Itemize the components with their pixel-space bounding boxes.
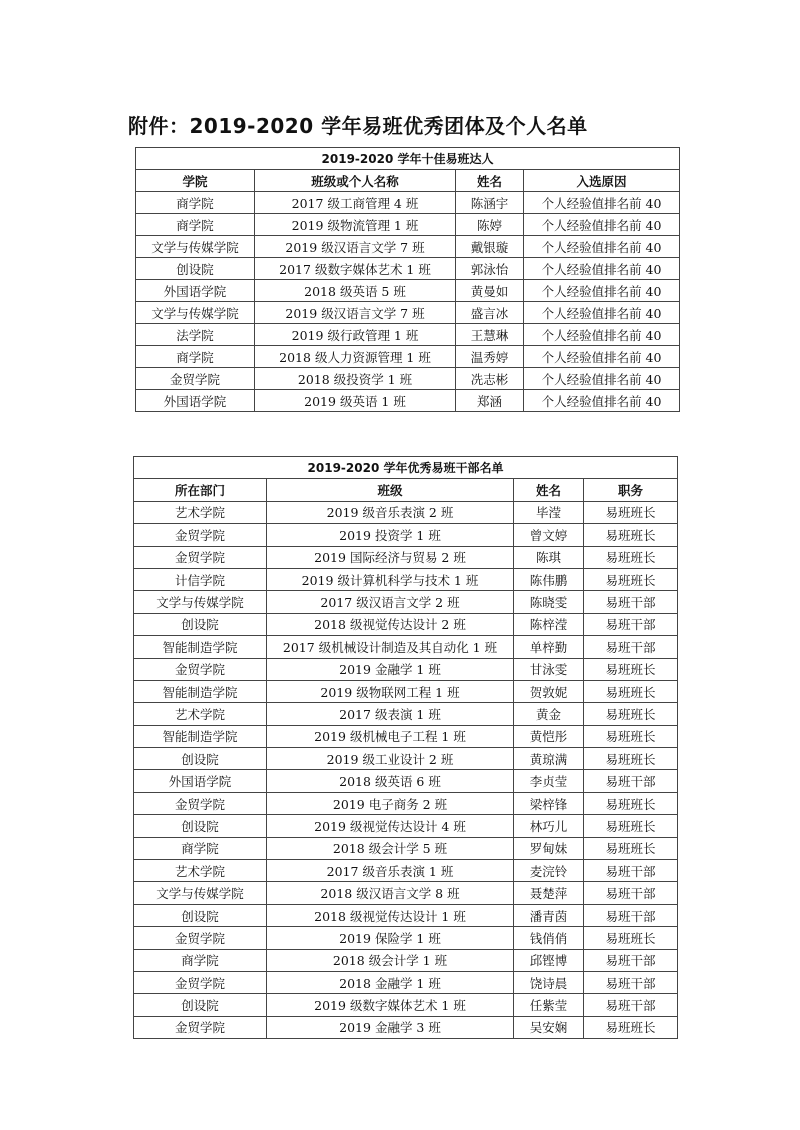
table-cell: 外国语学院 — [134, 770, 267, 792]
table-row — [134, 568, 678, 590]
table-row — [134, 501, 678, 523]
table-cell: 陈婷 — [456, 214, 524, 236]
table-cell: 2018 级人力资源管理 1 班 — [255, 346, 456, 368]
table-cell: 2019 保险学 1 班 — [267, 927, 514, 949]
table-cell: 2019 级音乐表演 2 班 — [267, 501, 514, 523]
table-cell: 林巧儿 — [514, 815, 584, 837]
table-cell: 金贸学院 — [134, 1016, 267, 1038]
table-cell: 2017 级机械设计制造及其自动化 1 班 — [267, 636, 514, 658]
table-cell: 2019 级计算机科学与技术 1 班 — [267, 568, 514, 590]
table-cell: 2019 金融学 1 班 — [267, 658, 514, 680]
table-row — [136, 236, 680, 258]
table-cell: 2018 级投资学 1 班 — [255, 368, 456, 390]
table-cell: 陈涵宇 — [456, 192, 524, 214]
table-cell: 外国语学院 — [136, 280, 255, 302]
table-cell: 易班干部 — [584, 904, 678, 926]
table-row — [136, 302, 680, 324]
table-cell: 易班班长 — [584, 546, 678, 568]
table-row — [134, 725, 678, 747]
table-cell: 2019 级物联网工程 1 班 — [267, 680, 514, 702]
table-cell: 金贸学院 — [134, 658, 267, 680]
table-cell: 2019 级视觉传达设计 4 班 — [267, 815, 514, 837]
table-row — [134, 636, 678, 658]
table-cell: 盛言冰 — [456, 302, 524, 324]
table-cell: 易班班长 — [584, 815, 678, 837]
table-cell: 易班干部 — [584, 949, 678, 971]
table-cell: 李贞莹 — [514, 770, 584, 792]
table-cell: 2018 级视觉传达设计 1 班 — [267, 904, 514, 926]
table-cell: 2019 电子商务 2 班 — [267, 792, 514, 814]
table-cell: 2019 国际经济与贸易 2 班 — [267, 546, 514, 568]
table-row — [134, 748, 678, 770]
table-row — [134, 994, 678, 1016]
table-cell: 2017 级工商管理 4 班 — [255, 192, 456, 214]
table-cell: 2017 级表演 1 班 — [267, 703, 514, 725]
table-cell: 文学与传媒学院 — [134, 591, 267, 613]
table-cell: 2019 级汉语言文学 7 班 — [255, 302, 456, 324]
table-row — [134, 1016, 678, 1038]
table-row — [136, 258, 680, 280]
table-row — [134, 971, 678, 993]
table-cell: 创设院 — [134, 904, 267, 926]
table-cell: 易班班长 — [584, 658, 678, 680]
table-cell: 易班干部 — [584, 994, 678, 1016]
table-cell: 毕滢 — [514, 501, 584, 523]
table-cell: 商学院 — [134, 949, 267, 971]
table-cell: 2019 级物流管理 1 班 — [255, 214, 456, 236]
table-cell: 外国语学院 — [136, 390, 255, 412]
table-cell: 温秀婷 — [456, 346, 524, 368]
table-cell: 易班班长 — [584, 501, 678, 523]
table-cell: 个人经验值排名前 40 — [524, 368, 680, 390]
table-cell: 2018 级英语 5 班 — [255, 280, 456, 302]
table-cell: 金贸学院 — [134, 546, 267, 568]
column-header-reason: 入选原因 — [524, 170, 680, 192]
column-header-class-or-name: 班级或个人名称 — [255, 170, 456, 192]
table-cell: 金贸学院 — [134, 792, 267, 814]
table-cell: 梁梓锋 — [514, 792, 584, 814]
table-cell: 易班干部 — [584, 591, 678, 613]
table-cell: 商学院 — [134, 837, 267, 859]
table-row — [134, 591, 678, 613]
table-cell: 个人经验值排名前 40 — [524, 302, 680, 324]
column-header-department: 所在部门 — [134, 479, 267, 501]
table-cell: 易班干部 — [584, 882, 678, 904]
table-cell: 黄琼满 — [514, 748, 584, 770]
table-cell: 钱俏俏 — [514, 927, 584, 949]
table-cell: 易班班长 — [584, 524, 678, 546]
table-cell: 2018 级汉语言文学 8 班 — [267, 882, 514, 904]
table-cell: 黄恺彤 — [514, 725, 584, 747]
table-row — [136, 214, 680, 236]
table-cell: 陈梓滢 — [514, 613, 584, 635]
table-row — [136, 346, 680, 368]
table-cell: 个人经验值排名前 40 — [524, 280, 680, 302]
table-cell: 金贸学院 — [134, 927, 267, 949]
column-header-class: 班级 — [267, 479, 514, 501]
table-cell: 个人经验值排名前 40 — [524, 346, 680, 368]
table-cell: 饶诗晨 — [514, 971, 584, 993]
table-cell: 易班班长 — [584, 927, 678, 949]
table-cell: 2018 级视觉传达设计 2 班 — [267, 613, 514, 635]
table-cell: 智能制造学院 — [134, 636, 267, 658]
table-row — [136, 280, 680, 302]
table-cell: 商学院 — [136, 346, 255, 368]
table-cell: 罗甸妹 — [514, 837, 584, 859]
table-row — [136, 368, 680, 390]
table-cell: 黄曼如 — [456, 280, 524, 302]
table-cell: 创设院 — [134, 994, 267, 1016]
table-cell: 2019 级汉语言文学 7 班 — [255, 236, 456, 258]
table-row — [134, 882, 678, 904]
column-header-name: 姓名 — [514, 479, 584, 501]
table-row — [134, 904, 678, 926]
table-cell: 易班干部 — [584, 971, 678, 993]
table-cell: 易班班长 — [584, 568, 678, 590]
table-cell: 文学与传媒学院 — [136, 236, 255, 258]
table-cell: 易班干部 — [584, 613, 678, 635]
table-row — [134, 546, 678, 568]
table-cell: 易班干部 — [584, 860, 678, 882]
table-cell: 金贸学院 — [134, 524, 267, 546]
table-cell: 2017 级汉语言文学 2 班 — [267, 591, 514, 613]
column-header-position: 职务 — [584, 479, 678, 501]
table-cell: 计信学院 — [134, 568, 267, 590]
table-cell: 王慧琳 — [456, 324, 524, 346]
table-cell: 易班干部 — [584, 636, 678, 658]
table-cell: 艺术学院 — [134, 860, 267, 882]
table-cell: 智能制造学院 — [134, 725, 267, 747]
table-cell: 易班班长 — [584, 680, 678, 702]
table-cell: 陈晓雯 — [514, 591, 584, 613]
table-caption: 2019-2020 学年十佳易班达人 — [136, 148, 680, 170]
table-cell: 陈伟鹏 — [514, 568, 584, 590]
table-cell: 个人经验值排名前 40 — [524, 258, 680, 280]
table-cell: 2017 级音乐表演 1 班 — [267, 860, 514, 882]
top-ten-yiban-table — [135, 147, 680, 412]
table-cell: 智能制造学院 — [134, 680, 267, 702]
table-row — [136, 192, 680, 214]
table-cell: 易班班长 — [584, 748, 678, 770]
table-cell: 金贸学院 — [134, 971, 267, 993]
table-cell: 创设院 — [134, 613, 267, 635]
table-cell: 冼志彬 — [456, 368, 524, 390]
column-header-name: 姓名 — [456, 170, 524, 192]
table-cell: 个人经验值排名前 40 — [524, 236, 680, 258]
table-cell: 个人经验值排名前 40 — [524, 324, 680, 346]
table-cell: 2017 级数字媒体艺术 1 班 — [255, 258, 456, 280]
table-cell: 戴银璇 — [456, 236, 524, 258]
table-row — [134, 770, 678, 792]
table-row — [134, 927, 678, 949]
table-row — [134, 837, 678, 859]
table-cell: 2018 金融学 1 班 — [267, 971, 514, 993]
table-cell: 潘青茵 — [514, 904, 584, 926]
table-cell: 贺敦妮 — [514, 680, 584, 702]
table-cell: 2019 投资学 1 班 — [267, 524, 514, 546]
table-cell: 个人经验值排名前 40 — [524, 214, 680, 236]
table-row — [136, 390, 680, 412]
table-cell: 个人经验值排名前 40 — [524, 390, 680, 412]
table-cell: 陈琪 — [514, 546, 584, 568]
column-header-college: 学院 — [136, 170, 255, 192]
table-cell: 麦浣铃 — [514, 860, 584, 882]
outstanding-cadre-table — [133, 456, 678, 1039]
table-cell: 甘泳雯 — [514, 658, 584, 680]
table-cell: 2019 级机械电子工程 1 班 — [267, 725, 514, 747]
table-cell: 郑涵 — [456, 390, 524, 412]
table-cell: 2019 金融学 3 班 — [267, 1016, 514, 1038]
table-cell: 商学院 — [136, 214, 255, 236]
table-cell: 易班干部 — [584, 770, 678, 792]
table-cell: 单梓勤 — [514, 636, 584, 658]
table-cell: 创设院 — [134, 748, 267, 770]
table-cell: 易班班长 — [584, 725, 678, 747]
table-cell: 创设院 — [134, 815, 267, 837]
table-cell: 金贸学院 — [136, 368, 255, 390]
table-cell: 商学院 — [136, 192, 255, 214]
table-cell: 聂楚萍 — [514, 882, 584, 904]
table-cell: 个人经验值排名前 40 — [524, 192, 680, 214]
table-cell: 2019 级数字媒体艺术 1 班 — [267, 994, 514, 1016]
table-cell: 任紫莹 — [514, 994, 584, 1016]
table-row — [134, 815, 678, 837]
table-cell: 法学院 — [136, 324, 255, 346]
table-cell: 2018 级会计学 1 班 — [267, 949, 514, 971]
table-cell: 易班班长 — [584, 703, 678, 725]
table-cell: 2018 级会计学 5 班 — [267, 837, 514, 859]
table-cell: 艺术学院 — [134, 501, 267, 523]
table-cell: 易班班长 — [584, 1016, 678, 1038]
table-row — [134, 658, 678, 680]
table-row — [134, 949, 678, 971]
page-title: 附件：2019-2020 学年易班优秀团体及个人名单 — [128, 114, 588, 138]
table-cell: 易班班长 — [584, 792, 678, 814]
table-row — [134, 524, 678, 546]
table-row — [134, 860, 678, 882]
table-cell: 创设院 — [136, 258, 255, 280]
table-row — [134, 703, 678, 725]
table-caption: 2019-2020 学年优秀易班干部名单 — [134, 457, 678, 479]
table-cell: 郭泳怡 — [456, 258, 524, 280]
table-cell: 邱铿博 — [514, 949, 584, 971]
table-cell: 易班班长 — [584, 837, 678, 859]
table-cell: 文学与传媒学院 — [136, 302, 255, 324]
table-cell: 2019 级行政管理 1 班 — [255, 324, 456, 346]
table-cell: 黄金 — [514, 703, 584, 725]
table-cell: 2019 级工业设计 2 班 — [267, 748, 514, 770]
table-cell: 曾文婷 — [514, 524, 584, 546]
table-cell: 文学与传媒学院 — [134, 882, 267, 904]
table-cell: 艺术学院 — [134, 703, 267, 725]
table-row — [134, 613, 678, 635]
table-row — [136, 324, 680, 346]
table-row — [134, 680, 678, 702]
table-cell: 吴安娴 — [514, 1016, 584, 1038]
table-cell: 2019 级英语 1 班 — [255, 390, 456, 412]
table-row — [134, 792, 678, 814]
table-cell: 2018 级英语 6 班 — [267, 770, 514, 792]
